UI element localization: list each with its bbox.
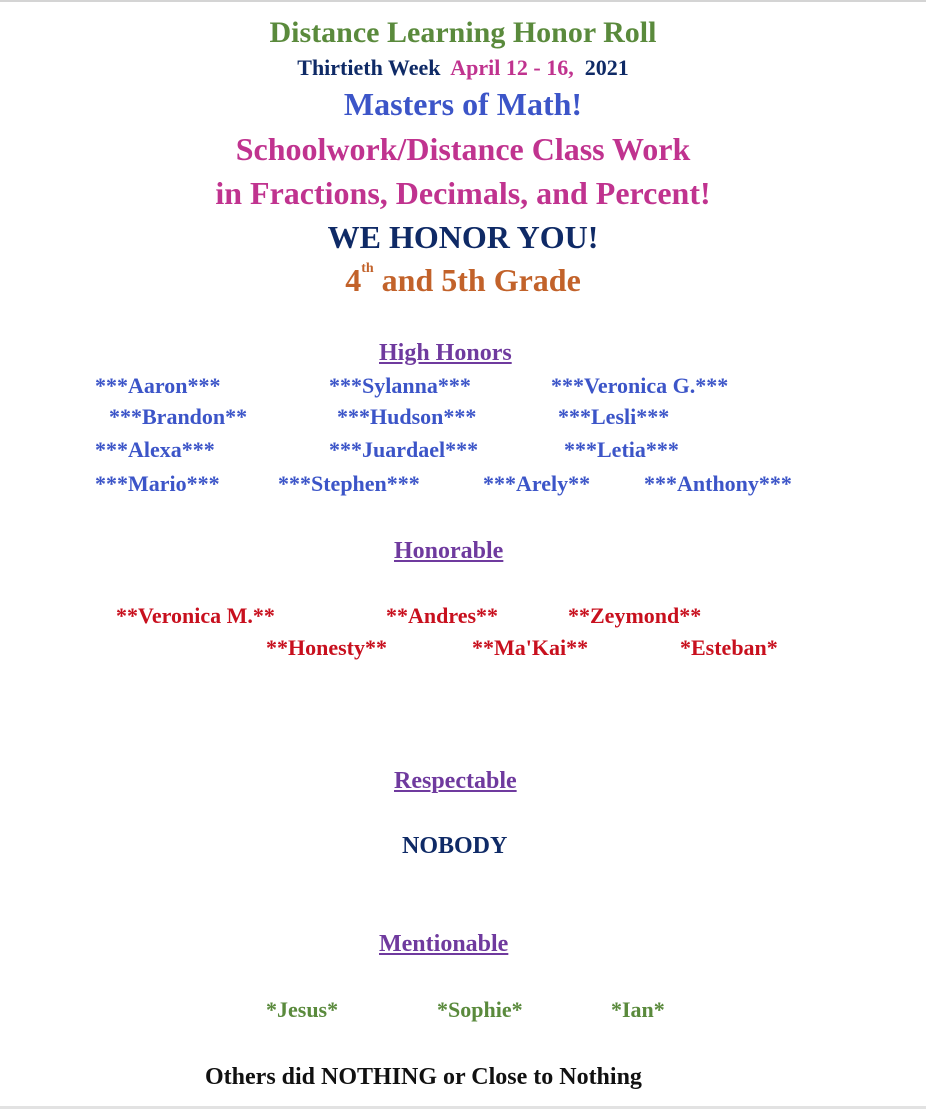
footer-note: Others did NOTHING or Close to Nothing xyxy=(205,1064,642,1090)
bottom-border xyxy=(0,1106,926,1109)
honorable-name: **Honesty** xyxy=(266,635,387,660)
honorable-name: **Veronica M.** xyxy=(116,603,275,628)
we-honor-line: WE HONOR YOU! xyxy=(327,219,599,255)
mentionable-heading: Mentionable xyxy=(379,931,509,957)
high-honors-name: ***Mario*** xyxy=(95,471,220,496)
high-honors-name: ***Hudson*** xyxy=(337,404,477,429)
honorable-name: *Esteban* xyxy=(680,635,778,660)
high-honors-name: ***Alexa*** xyxy=(95,437,215,462)
high-honors-name: ***Brandon** xyxy=(109,404,248,429)
mentionable-name: *Ian* xyxy=(611,997,665,1022)
high-honors-name: ***Sylanna*** xyxy=(329,373,471,398)
high-honors-heading: High Honors xyxy=(379,340,512,366)
mentionable-name: *Sophie* xyxy=(437,997,523,1022)
honorable-name: **Zeymond** xyxy=(568,603,702,628)
top-border xyxy=(0,0,926,2)
mentionable-name: *Jesus* xyxy=(266,997,339,1022)
masters-heading: Masters of Math! xyxy=(343,86,583,122)
respectable-value: NOBODY xyxy=(402,833,508,859)
high-honors-name: ***Veronica G.*** xyxy=(551,373,729,398)
honorable-heading: Honorable xyxy=(394,538,504,564)
honorable-name: **Ma'Kai** xyxy=(472,635,589,660)
high-honors-name: ***Lesli*** xyxy=(558,404,670,429)
date-range: April 12 - 16, xyxy=(450,55,574,80)
grade-line xyxy=(0,261,926,298)
high-honors-name: ***Arely** xyxy=(483,471,591,496)
grade-rest: and 5th Grade xyxy=(373,262,581,298)
high-honors-name: ***Aaron*** xyxy=(95,373,221,398)
week-label: Thirtieth Week xyxy=(297,55,441,80)
year: 2021 xyxy=(584,55,629,80)
honorable-name: **Andres** xyxy=(386,603,499,628)
week-line xyxy=(0,57,926,79)
high-honors-name: ***Anthony*** xyxy=(644,471,792,496)
grade-prefix: 4 xyxy=(345,262,362,298)
high-honors-name: ***Stephen*** xyxy=(278,471,420,496)
page-title: Distance Learning Honor Roll xyxy=(269,16,657,49)
grade-superscript: th xyxy=(361,261,374,276)
high-honors-name: ***Juardael*** xyxy=(329,437,479,462)
respectable-heading: Respectable xyxy=(394,768,517,794)
schoolwork-line: Schoolwork/Distance Class Work xyxy=(235,131,691,167)
high-honors-name: ***Letia*** xyxy=(564,437,679,462)
topics-line: in Fractions, Decimals, and Percent! xyxy=(215,175,711,211)
